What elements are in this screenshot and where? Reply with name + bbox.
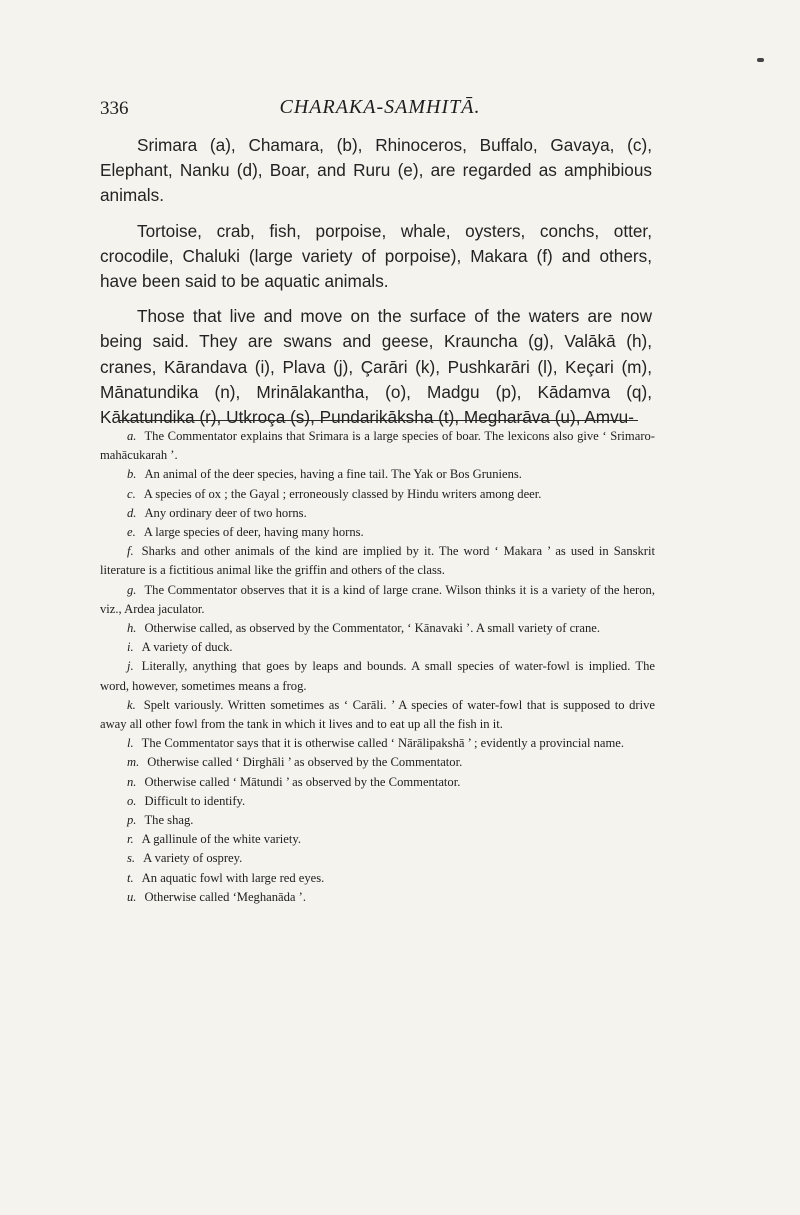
footnote-text: A species of ox ; the Gayal ; erroneously classed by Hindu writers among deer. [143, 486, 542, 501]
footnote-text: Otherwise called ‘ Dirghāli ’ as observed by the Commentator. [147, 755, 463, 770]
footnote [100, 638, 655, 657]
footnote [100, 465, 655, 484]
footnote-text: An animal of the deer species, having a fine tail. The Yak or Bos Gruniens. [144, 467, 522, 482]
footnote [100, 427, 655, 465]
paragraph-surface: Those that live and move on the surface of the waters are now being said. They are swans and geese, Krauncha (g), Valākā (h), cranes, Kārandava (i), Plava (j), Çarāri (k), Pushkarāri (l), Keçari (m), Mānatundika (n), Mrinālakantha, (o), Madgu (p), Kādamva (q), Kākatundika (r), Utkroça (s), Pundarikāksha (t), Megharāva (u), Amvu- [100, 306, 652, 428]
footnote [100, 753, 655, 772]
footnote-text: A gallinule of the white variety. [141, 832, 302, 847]
paragraph-amphibious: Srimara (a), Chamara, (b), Rhinoceros, Buffalo, Gavaya, (c), Elephant, Nanku (d), Boar, and Ruru (e), are regarded as amphibious animals. [100, 135, 652, 206]
footnote-text: A large species of deer, having many horns. [143, 525, 364, 540]
footnote-text: Spelt variously. Written sometimes as ‘ Carāli. ’ A species of water-fowl that is supposed to drive away all other fowl from the tank in which it lives and to eat up all the fish in it. [100, 697, 655, 732]
footnote [100, 523, 655, 542]
footnote-text: Difficult to identify. [144, 793, 246, 808]
footnote-letter: o. [127, 793, 137, 808]
footnote [100, 581, 655, 619]
footnote-letter: f. [127, 544, 134, 559]
footnote-text: The Commentator observes that it is a kind of large crane. Wilson thinks it is a variety of the heron, viz., Ardea jaculator. [100, 582, 655, 616]
footnote [100, 504, 655, 523]
footnote-letter: p. [127, 813, 137, 828]
footnote [100, 657, 655, 695]
footnote [100, 888, 655, 907]
page-number: 336 [100, 98, 129, 119]
footnote-text: A variety of duck. [141, 640, 233, 655]
footnote [100, 849, 655, 868]
footnote-letter: s. [127, 851, 136, 866]
footnote [100, 773, 655, 792]
footnote-letter: d. [127, 505, 137, 520]
footnote-letter: m. [127, 755, 140, 770]
footnote-text: A variety of osprey. [143, 851, 243, 866]
footnote-text: The Commentator says that it is otherwise called ‘ Nārālipakshā ’ ; evidently a provincial name. [141, 736, 625, 751]
footnote [100, 830, 655, 849]
footnote [100, 696, 655, 734]
footnote-letter: a. [127, 429, 137, 443]
footnote-letter: r. [127, 832, 134, 847]
footnote-letter: i. [127, 640, 134, 655]
footnote-divider [118, 420, 638, 421]
footnote-text: Otherwise called ‘Meghanāda ’. [144, 889, 307, 904]
page-header [100, 96, 660, 126]
footnotes [100, 427, 655, 907]
main-text [100, 133, 652, 440]
footnote-text: Literally, anything that goes by leaps and bounds. A small species of water-fowl is implied. The word, however, sometimes means a frog. [100, 659, 655, 693]
footnote [100, 734, 655, 753]
footnote-text: An aquatic fowl with large red eyes. [141, 870, 325, 885]
footnote-letter: b. [127, 467, 137, 482]
footnote [100, 485, 655, 504]
footnote-letter: u. [127, 889, 137, 904]
running-title: CHARAKA-SAMHITĀ. [279, 96, 481, 118]
footnote-letter: n. [127, 774, 137, 789]
footnote-text: The Commentator explains that Srimara is a large species of boar. The lexicons also give ‘ Srimaro-mahācukarah ’. [100, 429, 655, 463]
footnote [100, 542, 655, 580]
paragraph-aquatic: Tortoise, crab, fish, porpoise, whale, oysters, conchs, otter, crocodile, Chaluki (large variety of porpoise), Makara (f) and others, have been said to be aquatic animals. [100, 220, 652, 292]
footnote-letter: j. [127, 659, 134, 674]
footnote-letter: g. [127, 582, 137, 597]
footnote-text: The shag. [144, 813, 194, 828]
footnote [100, 811, 655, 830]
footnote-text: Otherwise called ‘ Mātundi ’ as observed by the Commentator. [144, 774, 461, 789]
footnote-text: Otherwise called, as observed by the Commentator, ‘ Kānavaki ’. A small variety of crane. [144, 621, 600, 636]
footnote-letter: e. [127, 525, 136, 540]
footnote-letter: h. [127, 621, 137, 636]
footnote-letter: l. [127, 736, 134, 751]
ink-speck [757, 58, 764, 62]
footnote-text: Any ordinary deer of two horns. [144, 505, 307, 520]
footnote [100, 619, 655, 638]
footnote-letter: c. [127, 486, 136, 501]
footnote [100, 869, 655, 888]
footnote [100, 792, 655, 811]
footnote-letter: t. [127, 870, 134, 885]
footnote-text: Sharks and other animals of the kind are implied by it. The word ‘ Makara ’ as used in Sanskrit literature is a fictitious animal like the griffin and others of the class. [100, 544, 655, 578]
footnote-letter: k. [127, 697, 136, 712]
